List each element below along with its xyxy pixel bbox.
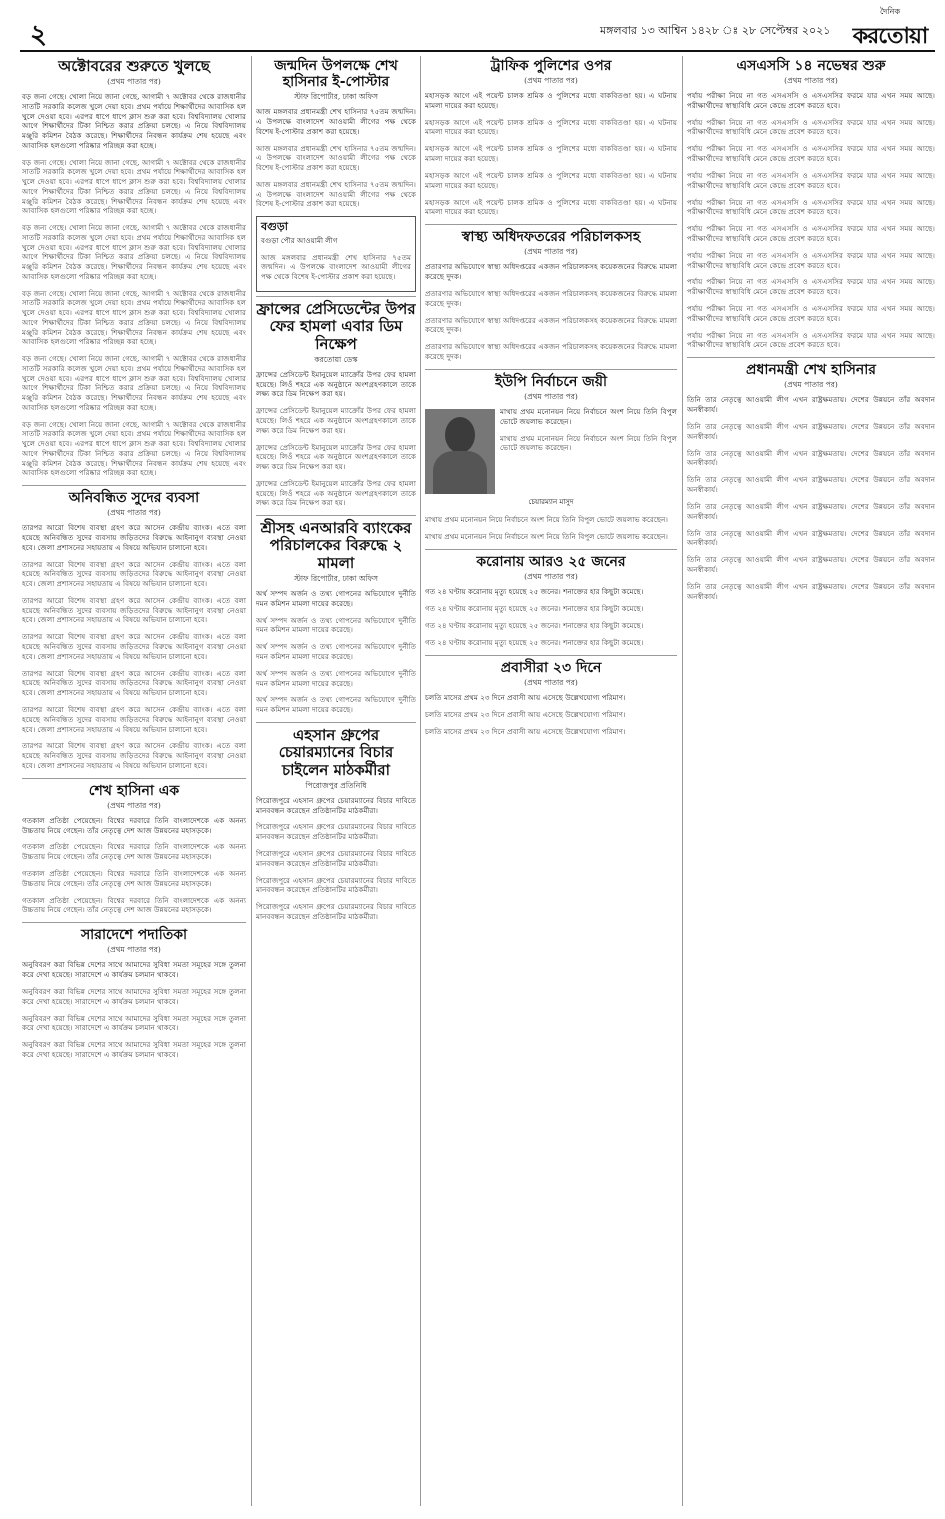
article-body-continued: বড় জন্য গেছে। খোলা নিয়ে জানা গেছে, আগামী ৭ অক্টোবর থেকে রাজধানীর সাতটি সরকারি কলেজ খুলে দেয়া হবে। প্রথম পর্যায়ে শিক্ষার্থীদের আবাসিক হল খুলে দেওয়া হবে। এরপর ধাপে ধাপে ক্লাস শুরু করা হবে। বিশ্ববিদ্যালয় খোলার আগে শিক্ষার্থীদের টিকা নিশ্চিত করার প্রক্রিয়া চলছে। এ নিয়ে বিশ্ববিদ্যালয় মঞ্জুরি কমিশন বৈঠক করেছে। শিক্ষার্থীদের নিবন্ধন কার্যক্রম শেষ হয়েছে এবং আবাসিক হলগুলো পরিষ্কার পরিচ্ছন্ন করা হচ্ছে। <box>22 223 246 281</box>
headline: অক্টোবরের শুরুতে খুলছে <box>58 57 210 75</box>
article-body: ফ্রান্সের প্রেসিডেন্ট ইমানুয়েল ম্যাক্রোঁর উপর ফের হামলা হয়েছে। লিওঁ শহরে এক অনুষ্ঠানে অংশগ্রহণকালে তাকে লক্ষ্য করে ডিম নিক্ষেপ করা হয়। <box>256 369 416 399</box>
article <box>256 58 416 209</box>
column-4 <box>687 56 935 1506</box>
divider <box>22 485 246 486</box>
article-body-continued: পর্যায় পরীক্ষা নিয়ে না গত এসএসসি ও এসএসসির ফরমে যার এখন সময় আছে। পরীক্ষার্থীদের স্বাস্থ্যবিধি মেনে কেন্দ্রে প্রবেশ করতে হবে। <box>687 277 935 297</box>
article-body: অর্থ সম্পদ অর্জন ও তথ্য গোপনের অভিযোগে দুর্নীতি দমন কমিশন মামলা দায়ের করেছে। <box>256 588 416 608</box>
article-body-continued: তারপর আরো বিশেষ ব্যবস্থা গ্রহণ করে আসেন কেন্দ্রীয় ব্যাংক। এতে বলা হয়েছে অনিবন্ধিত সুদের ব্যবসায় জড়িতদের বিরুদ্ধে আইনানুগ ব্যবস্থা নেওয়া হবে। জেলা প্রশাসনের সহায়তায় এ বিষয়ে অভিযান চালানো হবে। <box>22 632 246 661</box>
photo-torso-shape <box>433 451 487 494</box>
article-body: প্রতারণার অভিযোগে স্বাস্থ্য অধিদপ্তরের একজন পরিচালকসহ কয়েকজনের বিরুদ্ধে মামলা করেছে দুদক। <box>425 262 677 282</box>
subhead: (প্রথম পাতার পর) <box>524 391 578 401</box>
article-body: পিরোজপুরে এহসান গ্রুপের চেয়ারম্যানের বিচার দাবিতে মানববন্ধন করেছেন প্রতিষ্ঠানটির মাঠকর্মীরা। <box>256 795 416 815</box>
article <box>425 660 677 737</box>
column-divider <box>682 56 683 1506</box>
headline: ট্রাফিক পুলিশের ওপর <box>490 58 612 74</box>
divider <box>256 722 416 723</box>
article-body-continued: মাথায় প্রথম মনোনয়ন নিয়ে নির্বাচনে অংশ নিয়ে তিনি বিপুল ভোটে জয়লাভ করেছেন। <box>500 433 677 453</box>
info-box <box>256 216 416 292</box>
subhead: (প্রথম পাতার পর) <box>784 76 838 86</box>
article-body-continued: তারপর আরো বিশেষ ব্যবস্থা গ্রহণ করে আসেন কেন্দ্রীয় ব্যাংক। এতে বলা হয়েছে অনিবন্ধিত সুদের ব্যবসায় জড়িতদের বিরুদ্ধে আইনানুগ ব্যবস্থা নেওয়া হবে। জেলা প্রশাসনের সহায়তায় এ বিষয়ে অভিযান চালানো হবে। <box>22 705 246 734</box>
article-body-continued: মহাসড়ক আগে এই পয়েন্ট চালক শ্রমিক ও পুলিশের মধ্যে বাকবিতণ্ডা হয়। এ ঘটনায় মামলা দায়ের করা হয়েছে। <box>425 117 677 137</box>
subhead: (প্রথম পাতার পর) <box>107 800 161 810</box>
headline: ইউপি নির্বাচনে জয়ী <box>495 373 607 390</box>
article-body-continued: বড় জন্য গেছে। খোলা নিয়ে জানা গেছে, আগামী ৭ অক্টোবর থেকে রাজধানীর সাতটি সরকারি কলেজ খুলে দেয়া হবে। প্রথম পর্যায়ে শিক্ষার্থীদের আবাসিক হল খুলে দেওয়া হবে। এরপর ধাপে ধাপে ক্লাস শুরু করা হবে। বিশ্ববিদ্যালয় খোলার আগে শিক্ষার্থীদের টিকা নিশ্চিত করার প্রক্রিয়া চলছে। এ নিয়ে বিশ্ববিদ্যালয় মঞ্জুরি কমিশন বৈঠক করেছে। শিক্ষার্থীদের নিবন্ধন কার্যক্রম শেষ হয়েছে এবং আবাসিক হলগুলো পরিষ্কার পরিচ্ছন্ন করা হচ্ছে। <box>22 419 246 478</box>
headline: স্বাস্থ্য অধিদফতরের পরিচালকসহ <box>461 229 641 246</box>
article-body-continued: তারপর আরো বিশেষ ব্যবস্থা গ্রহণ করে আসেন কেন্দ্রীয় ব্যাংক। এতে বলা হয়েছে অনিবন্ধিত সুদের ব্যবসায় জড়িতদের বিরুদ্ধে আইনানুগ ব্যবস্থা নেওয়া হবে। জেলা প্রশাসনের সহায়তায় এ বিষয়ে অভিযান চালানো হবে। <box>22 668 246 698</box>
article-body-continued: তিনি তার নেতৃত্বে আওয়ামী লীগ এখন রাষ্ট্রক্ষমতায়। দেশের উন্নয়নে তাঁর অবদান অনস্বীকার্য। <box>687 501 935 521</box>
subhead: (প্রথম পাতার পর) <box>107 508 161 518</box>
article-body-continued: তিনি তার নেতৃত্বে আওয়ামী লীগ এখন রাষ্ট্রক্ষমতায়। দেশের উন্নয়নে তাঁর অবদান অনস্বীকার্য। <box>687 528 935 548</box>
article-body: মহাসড়ক আগে এই পয়েন্ট চালক শ্রমিক ও পুলিশের মধ্যে বাকবিতণ্ডা হয়। এ ঘটনায় মামলা দায়ের করা হয়েছে। <box>425 91 677 110</box>
article-body-continued: অর্থ সম্পদ অর্জন ও তথ্য গোপনের অভিযোগে দুর্নীতি দমন কমিশন মামলা দায়ের করেছে। <box>256 695 416 715</box>
article-body: অনুবিবরণ করা বিভিন্ন দেশের সাথে আমাদের সুবিধা সমতা সমূহের সঙ্গে তুলনা করে দেখা হয়েছে। সারাদেশে এ কার্যক্রম চলমান থাকবে। <box>22 960 246 980</box>
article-body-continued: মহাসড়ক আগে এই পয়েন্ট চালক শ্রমিক ও পুলিশের মধ্যে বাকবিতণ্ডা হয়। এ ঘটনায় মামলা দায়ের করা হয়েছে। <box>425 144 677 164</box>
article-body-continued: গত ২৪ ঘণ্টায় করোনায় মৃত্যু হয়েছে ২৫ জনের। শনাক্তের হার কিছুটা কমেছে। <box>425 603 644 613</box>
box-body: আজ মঙ্গলবার প্রধানমন্ত্রী শেখ হাসিনার ৭৫তম জন্মদিন। এ উপলক্ষে বাংলাদেশ আওয়ামী লীগের পক্ষ থেকে বিশেষ ই-পোস্টার প্রকাশ করা হয়েছে। <box>261 252 411 282</box>
article-body-continued: তারপর আরো বিশেষ ব্যবস্থা গ্রহণ করে আসেন কেন্দ্রীয় ব্যাংক। এতে বলা হয়েছে অনিবন্ধিত সুদের ব্যবসায় জড়িতদের বিরুদ্ধে আইনানুগ ব্যবস্থা নেওয়া হবে। জেলা প্রশাসনের সহায়তায় এ বিষয়ে অভিযান চালানো হবে। <box>22 559 246 589</box>
article-body-continued: পর্যায় পরীক্ষা নিয়ে না গত এসএসসি ও এসএসসির ফরমে যার এখন সময় আছে। পরীক্ষার্থীদের স্বাস্থ্যবিধি মেনে কেন্দ্রে প্রবেশ করতে হবে। <box>687 170 935 190</box>
article-body-continued: মহাসড়ক আগে এই পয়েন্ট চালক শ্রমিক ও পুলিশের মধ্যে বাকবিতণ্ডা হয়। এ ঘটনায় মামলা দায়ের করা হয়েছে। <box>425 197 677 217</box>
article-body: চলতি মাসের প্রথম ২৩ দিনে প্রবাসী আয় এসেছে উল্লেখযোগ্য পরিমাণ। <box>425 692 626 702</box>
article <box>687 362 935 601</box>
column-divider <box>251 56 252 1506</box>
subhead: (প্রথম পাতার পর) <box>784 380 838 390</box>
article <box>256 520 416 715</box>
column-1 <box>22 56 246 1506</box>
article-body-continued: বড় জন্য গেছে। খোলা নিয়ে জানা গেছে, আগামী ৭ অক্টোবর থেকে রাজধানীর সাতটি সরকারি কলেজ খুলে দেয়া হবে। প্রথম পর্যায়ে শিক্ষার্থীদের আবাসিক হল খুলে দেওয়া হবে। এরপর ধাপে ধাপে ক্লাস শুরু করা হবে। বিশ্ববিদ্যালয় খোলার আগে শিক্ষার্থীদের টিকা নিশ্চিত করার প্রক্রিয়া চলছে। এ নিয়ে বিশ্ববিদ্যালয় মঞ্জুরি কমিশন বৈঠক করেছে। শিক্ষার্থীদের নিবন্ধন কার্যক্রম শেষ হয়েছে এবং আবাসিক হলগুলো পরিষ্কার পরিচ্ছন্ন করা হচ্ছে। <box>22 354 246 412</box>
column-2 <box>256 56 416 1506</box>
article-body-continued: গতকাল প্রতিষ্ঠা পেয়েছেন। বিশ্বের দরবারে তিনি বাংলাদেশকে এক অনন্য উচ্চতায় নিয়ে গেছেন। তাঁর নেতৃত্বে দেশ আজ উন্নয়নের মহাসড়কে। <box>22 869 246 888</box>
masthead-logo <box>845 6 935 49</box>
article-body-continued: পিরোজপুরে এহসান গ্রুপের চেয়ারম্যানের বিচার দাবিতে মানববন্ধন করেছেন প্রতিষ্ঠানটির মাঠকর্মীরা। <box>256 849 416 868</box>
divider <box>425 369 677 370</box>
article <box>256 301 416 508</box>
subhead: স্টাফ রিপোর্টার, ঢাকা অফিস <box>294 92 378 102</box>
box-label: বগুড়া <box>261 220 288 234</box>
article-body-continued: তিনি তার নেতৃত্বে আওয়ামী লীগ এখন রাষ্ট্রক্ষমতায়। দেশের উন্নয়নে তাঁর অবদান অনস্বীকার্য। <box>687 581 935 601</box>
article-body-continued: গত ২৪ ঘণ্টায় করোনায় মৃত্যু হয়েছে ২৫ জনের। শনাক্তের হার কিছুটা কমেছে। <box>425 637 644 647</box>
article-body-continued: তিনি তার নেতৃত্বে আওয়ামী লীগ এখন রাষ্ট্রক্ষমতায়। দেশের উন্নয়নে তাঁর অবদান অনস্বীকার্য। <box>687 475 935 495</box>
article-body-continued: প্রতারণার অভিযোগে স্বাস্থ্য অধিদপ্তরের একজন পরিচালকসহ কয়েকজনের বিরুদ্ধে মামলা করেছে দুদক। <box>425 342 677 361</box>
headline: এহসান গ্রুপের চেয়ারম্যানের বিচার চাইলেন মাঠকর্মীরা <box>278 726 394 779</box>
masthead-small: দৈনিক <box>879 7 901 16</box>
header-rule <box>20 50 935 52</box>
article-body-continued: আজ মঙ্গলবার প্রধানমন্ত্রী শেখ হাসিনার ৭৫তম জন্মদিন। এ উপলক্ষে বাংলাদেশ আওয়ামী লীগের পক্ষ থেকে বিশেষ ই-পোস্টার প্রকাশ করা হয়েছে। <box>256 143 416 172</box>
article <box>256 727 416 922</box>
subhead: (প্রথম পাতার পর) <box>524 677 578 687</box>
article-body-continued: গতকাল প্রতিষ্ঠা পেয়েছেন। বিশ্বের দরবারে তিনি বাংলাদেশকে এক অনন্য উচ্চতায় নিয়ে গেছেন। তাঁর নেতৃত্বে দেশ আজ উন্নয়নের মহাসড়কে। <box>22 895 246 915</box>
subhead: (প্রথম পাতার পর) <box>107 945 161 955</box>
divider <box>22 778 246 779</box>
article-body-continued: গতকাল প্রতিষ্ঠা পেয়েছেন। বিশ্বের দরবারে তিনি বাংলাদেশকে এক অনন্য উচ্চতায় নিয়ে গেছেন। তাঁর নেতৃত্বে দেশ আজ উন্নয়নের মহাসড়কে। <box>22 842 246 862</box>
headline: শ্রীসহ এনআরবি ব্যাংকের পরিচালকের বিরুদ্ধে ২ মামলা <box>260 519 412 572</box>
article-body-continued: ফ্রান্সের প্রেসিডেন্ট ইমানুয়েল ম্যাক্রোঁর উপর ফের হামলা হয়েছে। লিওঁ শহরে এক অনুষ্ঠানে অংশগ্রহণকালে তাকে লক্ষ্য করে ডিম নিক্ষেপ করা হয়। <box>256 478 416 508</box>
article <box>22 927 246 1059</box>
subhead: স্টাফ রিপোর্টার, ঢাকা অফিস <box>294 573 378 583</box>
dateline: মঙ্গলবার ১৩ আশ্বিন ১৪২৮ ঃ ২৮ সেপ্টেম্বর ২০২১ <box>600 24 831 37</box>
article <box>22 490 246 770</box>
article-body-continued: মাথায় প্রথম মনোনয়ন নিয়ে নির্বাচনে অংশ নিয়ে তিনি বিপুল ভোটে জয়লাভ করেছেন। <box>425 532 668 541</box>
article-body-continued: মহাসড়ক আগে এই পয়েন্ট চালক শ্রমিক ও পুলিশের মধ্যে বাকবিতণ্ডা হয়। এ ঘটনায় মামলা দায়ের করা হয়েছে। <box>425 170 677 190</box>
headline: ফ্রান্সের প্রেসিডেন্টের উপর ফের হামলা এবার ডিম নিক্ষেপ <box>256 300 416 353</box>
page-header <box>0 0 945 52</box>
article-body-continued: আজ মঙ্গলবার প্রধানমন্ত্রী শেখ হাসিনার ৭৫তম জন্মদিন। এ উপলক্ষে বাংলাদেশ আওয়ামী লীগের পক্ষ থেকে বিশেষ ই-পোস্টার প্রকাশ করা হয়েছে। <box>256 179 416 209</box>
article-body-continued: চলতি মাসের প্রথম ২৩ দিনে প্রবাসী আয় এসেছে উল্লেখযোগ্য পরিমাণ। <box>425 726 626 736</box>
headline: জন্মদিন উপলক্ষে শেখ হাসিনার ই-পোস্টার <box>274 58 398 91</box>
box-text: বগুড়া পৌর আওয়ামী লীগ <box>261 235 338 245</box>
article-body-continued: পিরোজপুরে এহসান গ্রুপের চেয়ারম্যানের বিচার দাবিতে মানববন্ধন করেছেন প্রতিষ্ঠানটির মাঠকর্মীরা। <box>256 902 416 922</box>
article-body-continued: তিনি তার নেতৃত্বে আওয়ামী লীগ এখন রাষ্ট্রক্ষমতায়। দেশের উন্নয়নে তাঁর অবদান অনস্বীকার্য। <box>687 422 935 441</box>
article-body-continued: পর্যায় পরীক্ষা নিয়ে না গত এসএসসি ও এসএসসির ফরমে যার এখন সময় আছে। পরীক্ষার্থীদের স্বাস্থ্যবিধি মেনে কেন্দ্রে প্রবেশ করতে হবে। <box>687 330 935 350</box>
masthead-title: করতোয়া <box>852 24 928 49</box>
article-body-continued: পর্যায় পরীক্ষা নিয়ে না গত এসএসসি ও এসএসসির ফরমে যার এখন সময় আছে। পরীক্ষার্থীদের স্বাস্থ্যবিধি মেনে কেন্দ্রে প্রবেশ করতে হবে। <box>687 224 935 243</box>
divider <box>425 549 677 550</box>
article-body: মাথায় প্রথম মনোনয়ন নিয়ে নির্বাচনে অংশ নিয়ে তিনি বিপুল ভোটে জয়লাভ করেছেন। <box>500 406 677 426</box>
divider <box>425 655 677 656</box>
headline: এসএসসি ১৪ নভেম্বর শুরু <box>736 58 886 74</box>
headline: শেখ হাসিনা এক <box>88 782 180 799</box>
subhead: (প্রথম পাতার পর) <box>524 76 578 86</box>
subhead: করতোয়া ডেস্ক <box>314 354 358 364</box>
subhead: (প্রথম পাতার পর) <box>524 572 578 581</box>
article-body-continued: বড় জন্য গেছে। খোলা নিয়ে জানা গেছে, আগামী ৭ অক্টোবর থেকে রাজধানীর সাতটি সরকারি কলেজ খুলে দেয়া হবে। প্রথম পর্যায়ে শিক্ষার্থীদের আবাসিক হল খুলে দেওয়া হবে। এরপর ধাপে ধাপে ক্লাস শুরু করা হবে। বিশ্ববিদ্যালয় খোলার আগে শিক্ষার্থীদের টিকা নিশ্চিত করার প্রক্রিয়া চলছে। এ নিয়ে বিশ্ববিদ্যালয় মঞ্জুরি কমিশন বৈঠক করেছে। শিক্ষার্থীদের নিবন্ধন কার্যক্রম শেষ হয়েছে এবং আবাসিক হলগুলো পরিষ্কার পরিচ্ছন্ন করা হচ্ছে। <box>22 288 246 347</box>
article-body-continued: পর্যায় পরীক্ষা নিয়ে না গত এসএসসি ও এসএসসির ফরমে যার এখন সময় আছে। পরীক্ষার্থীদের স্বাস্থ্যবিধি মেনে কেন্দ্রে প্রবেশ করতে হবে। <box>687 250 935 270</box>
subhead: (প্রথম পাতার পর) <box>524 247 578 257</box>
article <box>687 58 935 350</box>
headline: করোনায় আরও ২৫ জনের <box>476 553 626 570</box>
divider <box>256 515 416 516</box>
article-body-continued: তারপর আরো বিশেষ ব্যবস্থা গ্রহণ করে আসেন কেন্দ্রীয় ব্যাংক। এতে বলা হয়েছে অনিবন্ধিত সুদের ব্যবসায় জড়িতদের বিরুদ্ধে আইনানুগ ব্যবস্থা নেওয়া হবে। জেলা প্রশাসনের সহায়তায় এ বিষয়ে অভিযান চালানো হবে। <box>22 596 246 625</box>
article <box>22 783 246 915</box>
headline: প্রধানমন্ত্রী শেখ হাসিনার <box>746 362 876 379</box>
article-body-continued: ফ্রান্সের প্রেসিডেন্ট ইমানুয়েল ম্যাক্রোঁর উপর ফের হামলা হয়েছে। লিওঁ শহরে এক অনুষ্ঠানে অংশগ্রহণকালে তাকে লক্ষ্য করে ডিম নিক্ষেপ করা হয়। <box>256 406 416 435</box>
article-body-continued: ফ্রান্সের প্রেসিডেন্ট ইমানুয়েল ম্যাক্রোঁর উপর ফের হামলা হয়েছে। লিওঁ শহরে এক অনুষ্ঠানে অংশগ্রহণকালে তাকে লক্ষ্য করে ডিম নিক্ষেপ করা হয়। <box>256 442 416 471</box>
article-body-continued: তারপর আরো বিশেষ ব্যবস্থা গ্রহণ করে আসেন কেন্দ্রীয় ব্যাংক। এতে বলা হয়েছে অনিবন্ধিত সুদের ব্যবসায় জড়িতদের বিরুদ্ধে আইনানুগ ব্যবস্থা নেওয়া হবে। জেলা প্রশাসনের সহায়তায় এ বিষয়ে অভিযান চালানো হবে। <box>22 741 246 770</box>
headline: সারাদেশে পদাতিকা <box>80 927 188 944</box>
article-body: আজ মঙ্গলবার প্রধানমন্ত্রী শেখ হাসিনার ৭৫তম জন্মদিন। এ উপলক্ষে বাংলাদেশ আওয়ামী লীগের পক্ষ থেকে বিশেষ ই-পোস্টার প্রকাশ করা হয়েছে। <box>256 107 416 136</box>
article <box>425 58 677 217</box>
column-divider <box>420 56 421 1506</box>
portrait-photo <box>425 409 495 494</box>
article-body-continued: তিনি তার নেতৃত্বে আওয়ামী লীগ এখন রাষ্ট্রক্ষমতায়। দেশের উন্নয়নে তাঁর অবদান অনস্বীকার্য। <box>687 555 935 574</box>
article <box>425 229 677 361</box>
article-body-continued: গত ২৪ ঘণ্টায় করোনায় মৃত্যু হয়েছে ২৫ জনের। শনাক্তের হার কিছুটা কমেছে। <box>425 620 644 630</box>
subhead: (প্রথম পাতার পর) <box>107 77 161 87</box>
article-body: তারপর আরো বিশেষ ব্যবস্থা গ্রহণ করে আসেন কেন্দ্রীয় ব্যাংক। এতে বলা হয়েছে অনিবন্ধিত সুদের ব্যবসায় জড়িতদের বিরুদ্ধে আইনানুগ ব্যবস্থা নেওয়া হবে। জেলা প্রশাসনের সহায়তায় এ বিষয়ে অভিযান চালানো হবে। <box>22 523 246 552</box>
article <box>22 58 246 478</box>
article-body-continued: প্রতারণার অভিযোগে স্বাস্থ্য অধিদপ্তরের একজন পরিচালকসহ কয়েকজনের বিরুদ্ধে মামলা করেছে দুদক। <box>425 288 677 308</box>
subhead: পিরোজপুর প্রতিনিধি <box>305 780 367 790</box>
divider <box>22 922 246 923</box>
article-body-continued: অর্থ সম্পদ অর্জন ও তথ্য গোপনের অভিযোগে দুর্নীতি দমন কমিশন মামলা দায়ের করেছে। <box>256 615 416 635</box>
article-body-continued: পর্যায় পরীক্ষা নিয়ে না গত এসএসসি ও এসএসসির ফরমে যার এখন সময় আছে। পরীক্ষার্থীদের স্বাস্থ্যবিধি মেনে কেন্দ্রে প্রবেশ করতে হবে। <box>687 144 935 164</box>
article <box>425 554 677 648</box>
divider <box>425 224 677 225</box>
article-body-continued: পর্যায় পরীক্ষা নিয়ে না গত এসএসসি ও এসএসসির ফরমে যার এখন সময় আছে। পরীক্ষার্থীদের স্বাস্থ্যবিধি মেনে কেন্দ্রে প্রবেশ করতে হবে। <box>687 197 935 217</box>
article-body-continued: পিরোজপুরে এহসান গ্রুপের চেয়ারম্যানের বিচার দাবিতে মানববন্ধন করেছেন প্রতিষ্ঠানটির মাঠকর্মীরা। <box>256 822 416 842</box>
divider <box>687 357 935 358</box>
article-body: গতকাল প্রতিষ্ঠা পেয়েছেন। বিশ্বের দরবারে তিনি বাংলাদেশকে এক অনন্য উচ্চতায় নিয়ে গেছেন। তাঁর নেতৃত্বে দেশ আজ উন্নয়নের মহাসড়কে। <box>22 815 246 835</box>
photo-head-shape <box>445 417 475 453</box>
article-body-continued: তিনি তার নেতৃত্বে আওয়ামী লীগ এখন রাষ্ট্রক্ষমতায়। দেশের উন্নয়নে তাঁর অবদান অনস্বীকার্য। <box>687 448 935 468</box>
article-body: বড় জন্য গেছে। খোলা নিয়ে জানা গেছে, আগামী ৭ অক্টোবর থেকে রাজধানীর সাতটি সরকারি কলেজ খুলে দেয়া হবে। প্রথম পর্যায়ে শিক্ষার্থীদের আবাসিক হল খুলে দেওয়া হবে। এরপর ধাপে ধাপে ক্লাস শুরু করা হবে। বিশ্ববিদ্যালয় খোলার আগে শিক্ষার্থীদের টিকা নিশ্চিত করার প্রক্রিয়া চলছে। এ নিয়ে বিশ্ববিদ্যালয় মঞ্জুরি কমিশন বৈঠক করেছে। শিক্ষার্থীদের নিবন্ধন কার্যক্রম শেষ হয়েছে এবং আবাসিক হলগুলো পরিষ্কার পরিচ্ছন্ন করা হচ্ছে। <box>22 92 246 150</box>
article <box>425 374 677 542</box>
article-body-continued: প্রতারণার অভিযোগে স্বাস্থ্য অধিদপ্তরের একজন পরিচালকসহ কয়েকজনের বিরুদ্ধে মামলা করেছে দুদক। <box>425 315 677 335</box>
article-body: পর্যায় পরীক্ষা নিয়ে না গত এসএসসি ও এসএসসির ফরমে যার এখন সময় আছে। পরীক্ষার্থীদের স্বাস্থ্যবিধি মেনে কেন্দ্রে প্রবেশ করতে হবে। <box>687 91 935 110</box>
headline: অনিবন্ধিত সুদের ব্যবসা <box>68 490 200 507</box>
headline: প্রবাসীরা ২৩ দিনে <box>500 659 602 676</box>
article-body-continued: পিরোজপুরে এহসান গ্রুপের চেয়ারম্যানের বিচার দাবিতে মানববন্ধন করেছেন প্রতিষ্ঠানটির মাঠকর্মীরা। <box>256 875 416 895</box>
article-body-continued: মাথায় প্রথম মনোনয়ন নিয়ে নির্বাচনে অংশ নিয়ে তিনি বিপুল ভোটে জয়লাভ করেছেন। <box>425 515 668 525</box>
article-body-continued: অনুবিবরণ করা বিভিন্ন দেশের সাথে আমাদের সুবিধা সমতা সমূহের সঙ্গে তুলনা করে দেখা হয়েছে। সারাদেশে এ কার্যক্রম চলমান থাকবে। <box>22 1040 246 1060</box>
article-body-continued: অনুবিবরণ করা বিভিন্ন দেশের সাথে আমাদের সুবিধা সমতা সমূহের সঙ্গে তুলনা করে দেখা হয়েছে। সারাদেশে এ কার্যক্রম চলমান থাকবে। <box>22 987 246 1006</box>
page-number: ২ <box>30 20 47 50</box>
article-body-continued: অনুবিবরণ করা বিভিন্ন দেশের সাথে আমাদের সুবিধা সমতা সমূহের সঙ্গে তুলনা করে দেখা হয়েছে। সারাদেশে এ কার্যক্রম চলমান থাকবে। <box>22 1013 246 1033</box>
article-body-continued: অর্থ সম্পদ অর্জন ও তথ্য গোপনের অভিযোগে দুর্নীতি দমন কমিশন মামলা দায়ের করেছে। <box>256 642 416 661</box>
article-body-continued: চলতি মাসের প্রথম ২৩ দিনে প্রবাসী আয় এসেছে উল্লেখযোগ্য পরিমাণ। <box>425 709 626 719</box>
column-3 <box>425 56 677 1506</box>
photo-caption: চেয়ারম্যান মাসুদ <box>528 497 574 506</box>
article-body-continued: বড় জন্য গেছে। খোলা নিয়ে জানা গেছে, আগামী ৭ অক্টোবর থেকে রাজধানীর সাতটি সরকারি কলেজ খুলে দেয়া হবে। প্রথম পর্যায়ে শিক্ষার্থীদের আবাসিক হল খুলে দেওয়া হবে। এরপর ধাপে ধাপে ক্লাস শুরু করা হবে। বিশ্ববিদ্যালয় খোলার আগে শিক্ষার্থীদের টিকা নিশ্চিত করার প্রক্রিয়া চলছে। এ নিয়ে বিশ্ববিদ্যালয় মঞ্জুরি কমিশন বৈঠক করেছে। শিক্ষার্থীদের নিবন্ধন কার্যক্রম শেষ হয়েছে এবং আবাসিক হলগুলো পরিষ্কার পরিচ্ছন্ন করা হচ্ছে। <box>22 157 246 216</box>
divider <box>256 296 416 297</box>
article-body-continued: পর্যায় পরীক্ষা নিয়ে না গত এসএসসি ও এসএসসির ফরমে যার এখন সময় আছে। পরীক্ষার্থীদের স্বাস্থ্যবিধি মেনে কেন্দ্রে প্রবেশ করতে হবে। <box>687 117 935 137</box>
article-body: গত ২৪ ঘণ্টায় করোনায় মৃত্যু হয়েছে ২৫ জনের। শনাক্তের হার কিছুটা কমেছে। <box>425 587 644 596</box>
article-body-continued: অর্থ সম্পদ অর্জন ও তথ্য গোপনের অভিযোগে দুর্নীতি দমন কমিশন মামলা দায়ের করেছে। <box>256 668 416 688</box>
article-body: তিনি তার নেতৃত্বে আওয়ামী লীগ এখন রাষ্ট্রক্ষমতায়। দেশের উন্নয়নে তাঁর অবদান অনস্বীকার্য। <box>687 395 935 415</box>
article-body-continued: পর্যায় পরীক্ষা নিয়ে না গত এসএসসি ও এসএসসির ফরমে যার এখন সময় আছে। পরীক্ষার্থীদের স্বাস্থ্যবিধি মেনে কেন্দ্রে প্রবেশ করতে হবে। <box>687 304 935 323</box>
